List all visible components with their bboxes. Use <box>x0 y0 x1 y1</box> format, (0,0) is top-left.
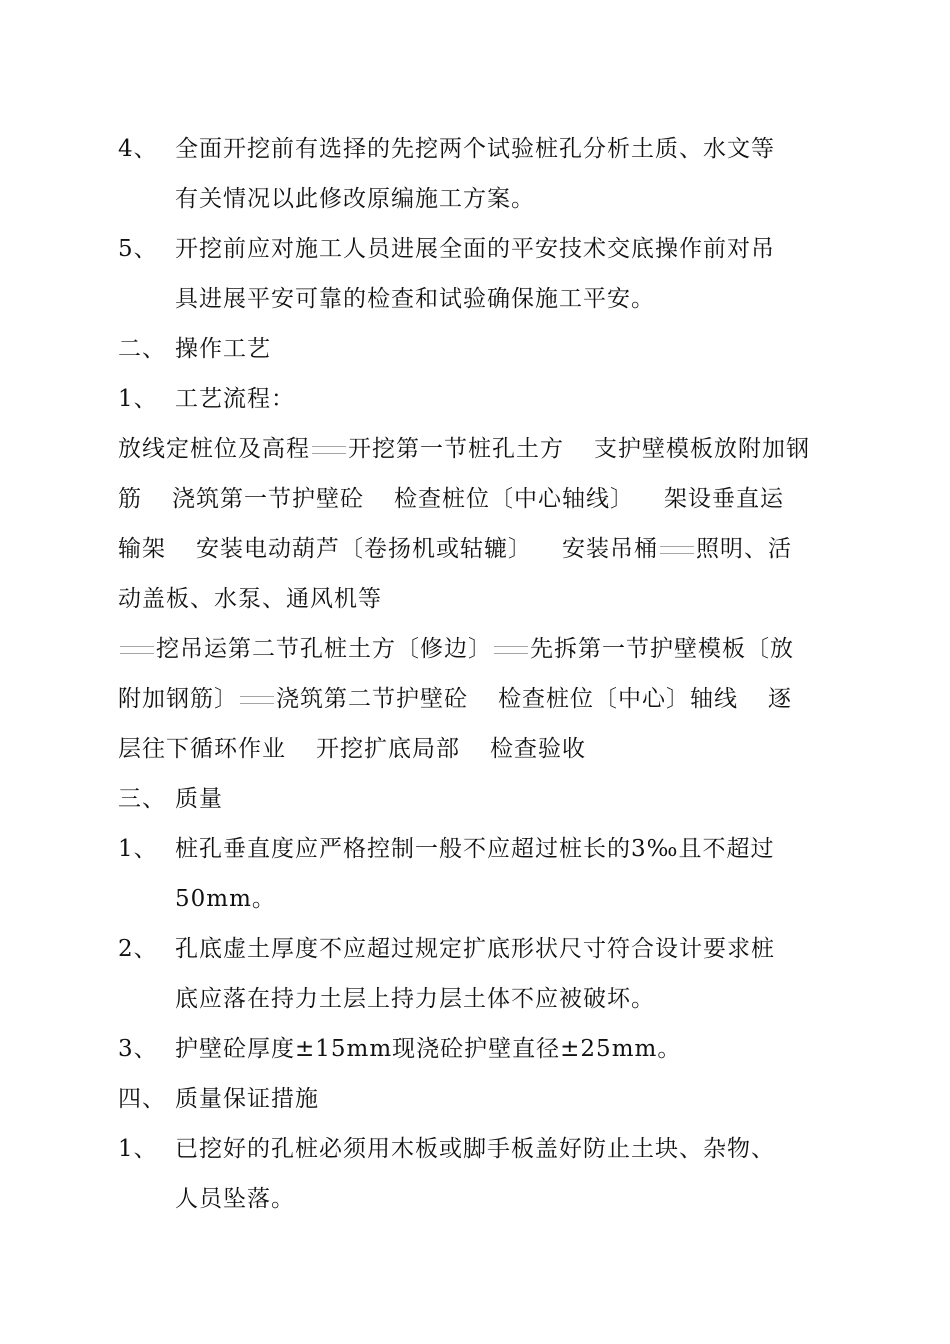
quality-item-2 <box>118 934 840 964</box>
flow-step: 安装吊桶 <box>562 536 658 562</box>
flow-step: 检查桩位〔中心〕轴线 <box>498 686 738 712</box>
item-text: 具进展平安可靠的检查和试验确保施工平安。 <box>175 286 655 312</box>
section-title: 质量 <box>175 786 223 812</box>
flow-step: 放线定桩位及高程 <box>118 436 310 462</box>
section-number: 三、 <box>118 786 166 812</box>
section-number: 二、 <box>118 336 166 362</box>
section-number: 四、 <box>118 1086 166 1112</box>
flow-step: 架设垂直运 <box>664 486 784 512</box>
flow-step: 层往下循环作业 <box>118 736 286 762</box>
flow-step: 浇筑第一节护壁砼 <box>172 486 364 512</box>
flow-step: 开挖第一节桩孔土方 <box>348 436 564 462</box>
quality-item-1 <box>118 834 840 864</box>
item-4-cont <box>118 184 840 214</box>
flow-step: 安装电动葫芦〔卷扬机或轱辘〕 <box>196 536 532 562</box>
item-text: 全面开挖前有选择的先挖两个试验桩孔分析土质、水文等 <box>175 136 775 162</box>
section-heading-4 <box>118 1084 840 1114</box>
item-text: 孔底虚土厚度不应超过规定扩底形状尺寸符合设计要求桩 <box>175 936 775 962</box>
flow-title: 工艺流程： <box>175 386 295 412</box>
flow-line-4 <box>118 584 840 614</box>
arrow-icon <box>312 446 346 454</box>
flow-step: 逐 <box>768 686 792 712</box>
item-number: 1、 <box>118 836 158 862</box>
flow-step: 挖吊运第二节孔桩土方〔修边〕 <box>156 636 492 662</box>
flow-step: 筋 <box>118 486 142 512</box>
flow-step: 开挖扩底局部 <box>316 736 460 762</box>
item-text: 开挖前应对施工人员进展全面的平安技术交底操作前对吊 <box>175 236 775 262</box>
flow-step: 动盖板、水泵、通风机等 <box>118 586 382 612</box>
item-text: 已挖好的孔桩必须用木板或脚手板盖好防止土块、杂物、 <box>175 1136 775 1162</box>
flow-line-5 <box>118 634 840 664</box>
flow-line-1 <box>118 434 840 464</box>
flow-step: 浇筑第二节护壁砼 <box>276 686 468 712</box>
item-number: 1、 <box>118 1136 158 1162</box>
item-text: 桩孔垂直度应严格控制一般不应超过桩长的3‰且不超过 <box>175 836 775 862</box>
item-text: 人员坠落。 <box>175 1186 295 1212</box>
flow-step: 支护壁模板放附加钢 <box>594 436 810 462</box>
item-5-cont <box>118 284 840 314</box>
arrow-icon <box>660 546 694 554</box>
flow-line-2 <box>118 484 840 514</box>
item-number: 2、 <box>118 936 158 962</box>
flow-line-3 <box>118 534 840 564</box>
item-text: 有关情况以此修改原编施工方案。 <box>175 186 535 212</box>
section-title: 操作工艺 <box>175 336 271 362</box>
item-number: 5、 <box>118 236 158 262</box>
item-5 <box>118 234 840 264</box>
arrow-icon <box>120 646 154 654</box>
flow-step: 附加钢筋〕 <box>118 686 238 712</box>
item-text: 护壁砼厚度±15mm现浇砼护壁直径±25mm。 <box>175 1036 682 1062</box>
flow-step: 照明、活 <box>696 536 792 562</box>
flow-line-7 <box>118 734 840 764</box>
flow-heading <box>118 384 840 414</box>
quality-item-2-cont <box>118 984 840 1014</box>
arrow-icon <box>240 696 274 704</box>
arrow-icon <box>494 646 528 654</box>
item-text: 底应落在持力土层上持力层土体不应被破坏。 <box>175 986 655 1012</box>
quality-item-1-cont <box>118 884 840 914</box>
section-title: 质量保证措施 <box>175 1086 319 1112</box>
quality-item-3 <box>118 1034 840 1064</box>
item-number: 1、 <box>118 386 158 412</box>
flow-line-6 <box>118 684 840 714</box>
section-heading-3 <box>118 784 840 814</box>
measure-item-1 <box>118 1134 840 1164</box>
measure-item-1-cont <box>118 1184 840 1214</box>
flow-step: 输架 <box>118 536 166 562</box>
item-4 <box>118 134 840 164</box>
flow-step: 检查桩位〔中心轴线〕 <box>394 486 634 512</box>
item-number: 4、 <box>118 136 158 162</box>
flow-step: 先拆第一节护壁模板〔放 <box>530 636 794 662</box>
flow-step: 检查验收 <box>490 736 586 762</box>
item-number: 3、 <box>118 1036 158 1062</box>
item-text: 50mm。 <box>175 886 276 912</box>
section-heading-2 <box>118 334 840 364</box>
